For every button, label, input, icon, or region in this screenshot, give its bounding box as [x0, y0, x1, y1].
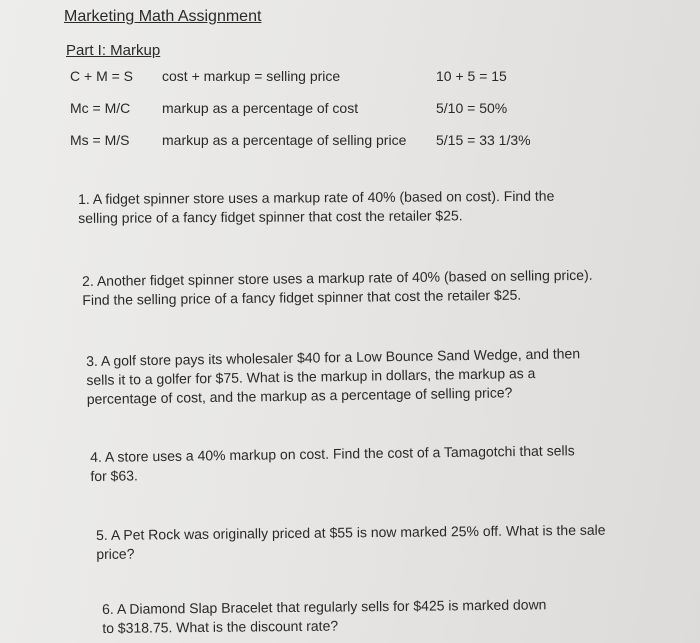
formula-description: markup as a percentage of selling price: [162, 132, 407, 148]
document-title: Marketing Math Assignment: [64, 8, 262, 25]
formula-example: 5/15 = 33 1/3%: [436, 132, 531, 148]
formula-example: 10 + 5 = 15: [436, 68, 507, 84]
question-6: 6. A Diamond Slap Bracelet that regularly sells for $425 is marked down to $318.75. What is the discount rate?: [102, 596, 547, 636]
question-4: 4. A store uses a 40% markup on cost. Find the cost of a Tamagotchi that sells for $63.: [90, 442, 575, 484]
formula-description: cost + markup = selling price: [162, 68, 341, 84]
formula-description: markup as a percentage of cost: [162, 100, 359, 116]
formula-row: [70, 68, 630, 90]
question-1: 1. A fidget spinner store uses a markup rate of 40% (based on cost). Find the selling price of a fancy fidget spinner that cost the retailer $25.: [78, 187, 555, 226]
formula: C + M = S: [70, 68, 134, 84]
question-5: 5. A Pet Rock was originally priced at $55 is now marked 25% off. What is the sale price?: [96, 521, 606, 562]
section-heading: Part I: Markup: [66, 42, 161, 59]
formula-example: 5/10 = 50%: [436, 100, 508, 116]
question-2: 2. Another fidget spinner store uses a markup rate of 40% (based on selling price). Find the selling price of a fancy fidget spinner that cost the retailer $25.: [82, 266, 593, 308]
formula: Mc = M/C: [70, 100, 131, 116]
formula-row: [70, 132, 630, 154]
formula: Ms = M/S: [70, 132, 130, 148]
formula-row: [70, 100, 630, 122]
question-3: 3. A golf store pays its wholesaler $40 for a Low Bounce Sand Wedge, and then sells it to a golfer for $75. What is the markup in dollars, the markup as a percentage of cost, and the markup as a percentage of selling price?: [86, 345, 581, 407]
